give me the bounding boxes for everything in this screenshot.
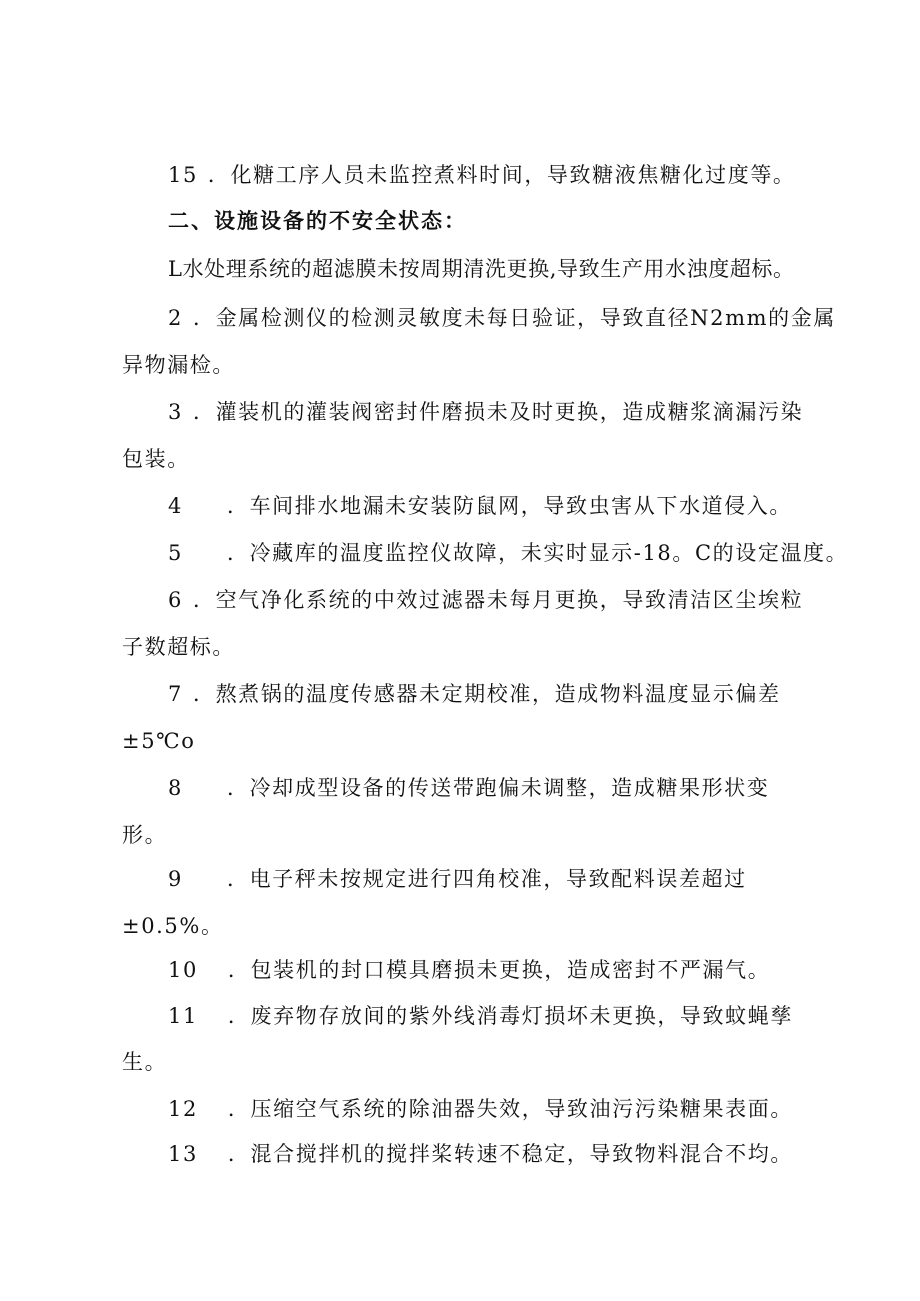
item-3-continuation: 包装。 (122, 447, 190, 471)
item-text: ．化糖工序人员未监控煮料时间，导致糖液焦糖化过度等。 (207, 163, 796, 187)
item-7 (168, 679, 781, 709)
item-text: ．灌装机的灌装阀密封件磨损未及时更换，造成糖浆滴漏污染 (192, 400, 804, 424)
item-number: 9 (168, 867, 183, 891)
item-number: 12 (168, 1097, 198, 1121)
item-5 (168, 538, 848, 568)
item-number: 13 (168, 1142, 198, 1166)
item-6-continuation: 子数超标。 (122, 635, 235, 659)
item-number: 10 (168, 958, 198, 982)
item-1: L水处理系统的超滤膜未按周期清洗更换,导致生产用水浊度超标。 (168, 257, 795, 281)
item-8 (168, 773, 769, 803)
section-heading: 二、设施设备的不安全状态： (168, 208, 467, 233)
item-9 (168, 864, 747, 894)
item-text: ．压缩空气系统的除油器失效，导致油污污染糖果表面。 (227, 1097, 793, 1121)
item-8-continuation: 形。 (122, 823, 168, 847)
item-number: 5 (168, 541, 183, 565)
item-13 (168, 1139, 793, 1169)
item-6 (168, 585, 803, 615)
item-9-continuation: ±0.5%。 (122, 914, 224, 938)
item-text: ．空气净化系统的中效过滤器未每月更换，导致清洁区尘埃粒 (192, 588, 804, 612)
item-2 (168, 303, 836, 333)
item-text: ．车间排水地漏未安装防鼠网，导致虫害从下水道侵入。 (226, 494, 792, 518)
item-text: ．废弃物存放间的紫外线消毒灯损坏未更换，导致蚊蝇孳 (227, 1004, 793, 1028)
item-4 (168, 491, 792, 521)
item-7-continuation: ±5℃o (122, 729, 196, 753)
item-number: 11 (168, 1004, 198, 1028)
item-3 (168, 397, 803, 427)
item-2-continuation: 异物漏检。 (122, 353, 235, 377)
item-text: ．电子秤未按规定进行四角校准，导致配料误差超过 (226, 867, 747, 891)
item-text: ．包装机的封口模具磨损未更换，造成密封不严漏气。 (227, 958, 771, 982)
item-text: ．金属检测仪的检测灵敏度未每日验证，导致直径N2mm的金属 (192, 306, 836, 330)
item-number: 6 (168, 588, 183, 612)
item-15 (168, 160, 796, 190)
item-number: 3 (168, 400, 183, 424)
item-text: ．冷却成型设备的传送带跑偏未调整，造成糖果形状变 (226, 776, 770, 800)
item-11-continuation: 生。 (122, 1050, 168, 1074)
item-number: 4 (168, 494, 183, 518)
item-text: ．熬煮锅的温度传感器未定期校准，造成物料温度显示偏差 (192, 682, 781, 706)
item-number: 8 (168, 776, 183, 800)
item-10 (168, 955, 770, 985)
item-text: ．冷藏库的温度监控仪故障，未实时显示-18。C的设定温度。 (226, 541, 849, 565)
item-number: 7 (168, 682, 183, 706)
item-number: 15 (168, 163, 198, 187)
item-11 (168, 1001, 793, 1031)
item-text: ．混合搅拌机的搅拌桨转速不稳定，导致物料混合不均。 (227, 1142, 793, 1166)
item-12 (168, 1094, 793, 1124)
item-number: 2 (168, 306, 183, 330)
